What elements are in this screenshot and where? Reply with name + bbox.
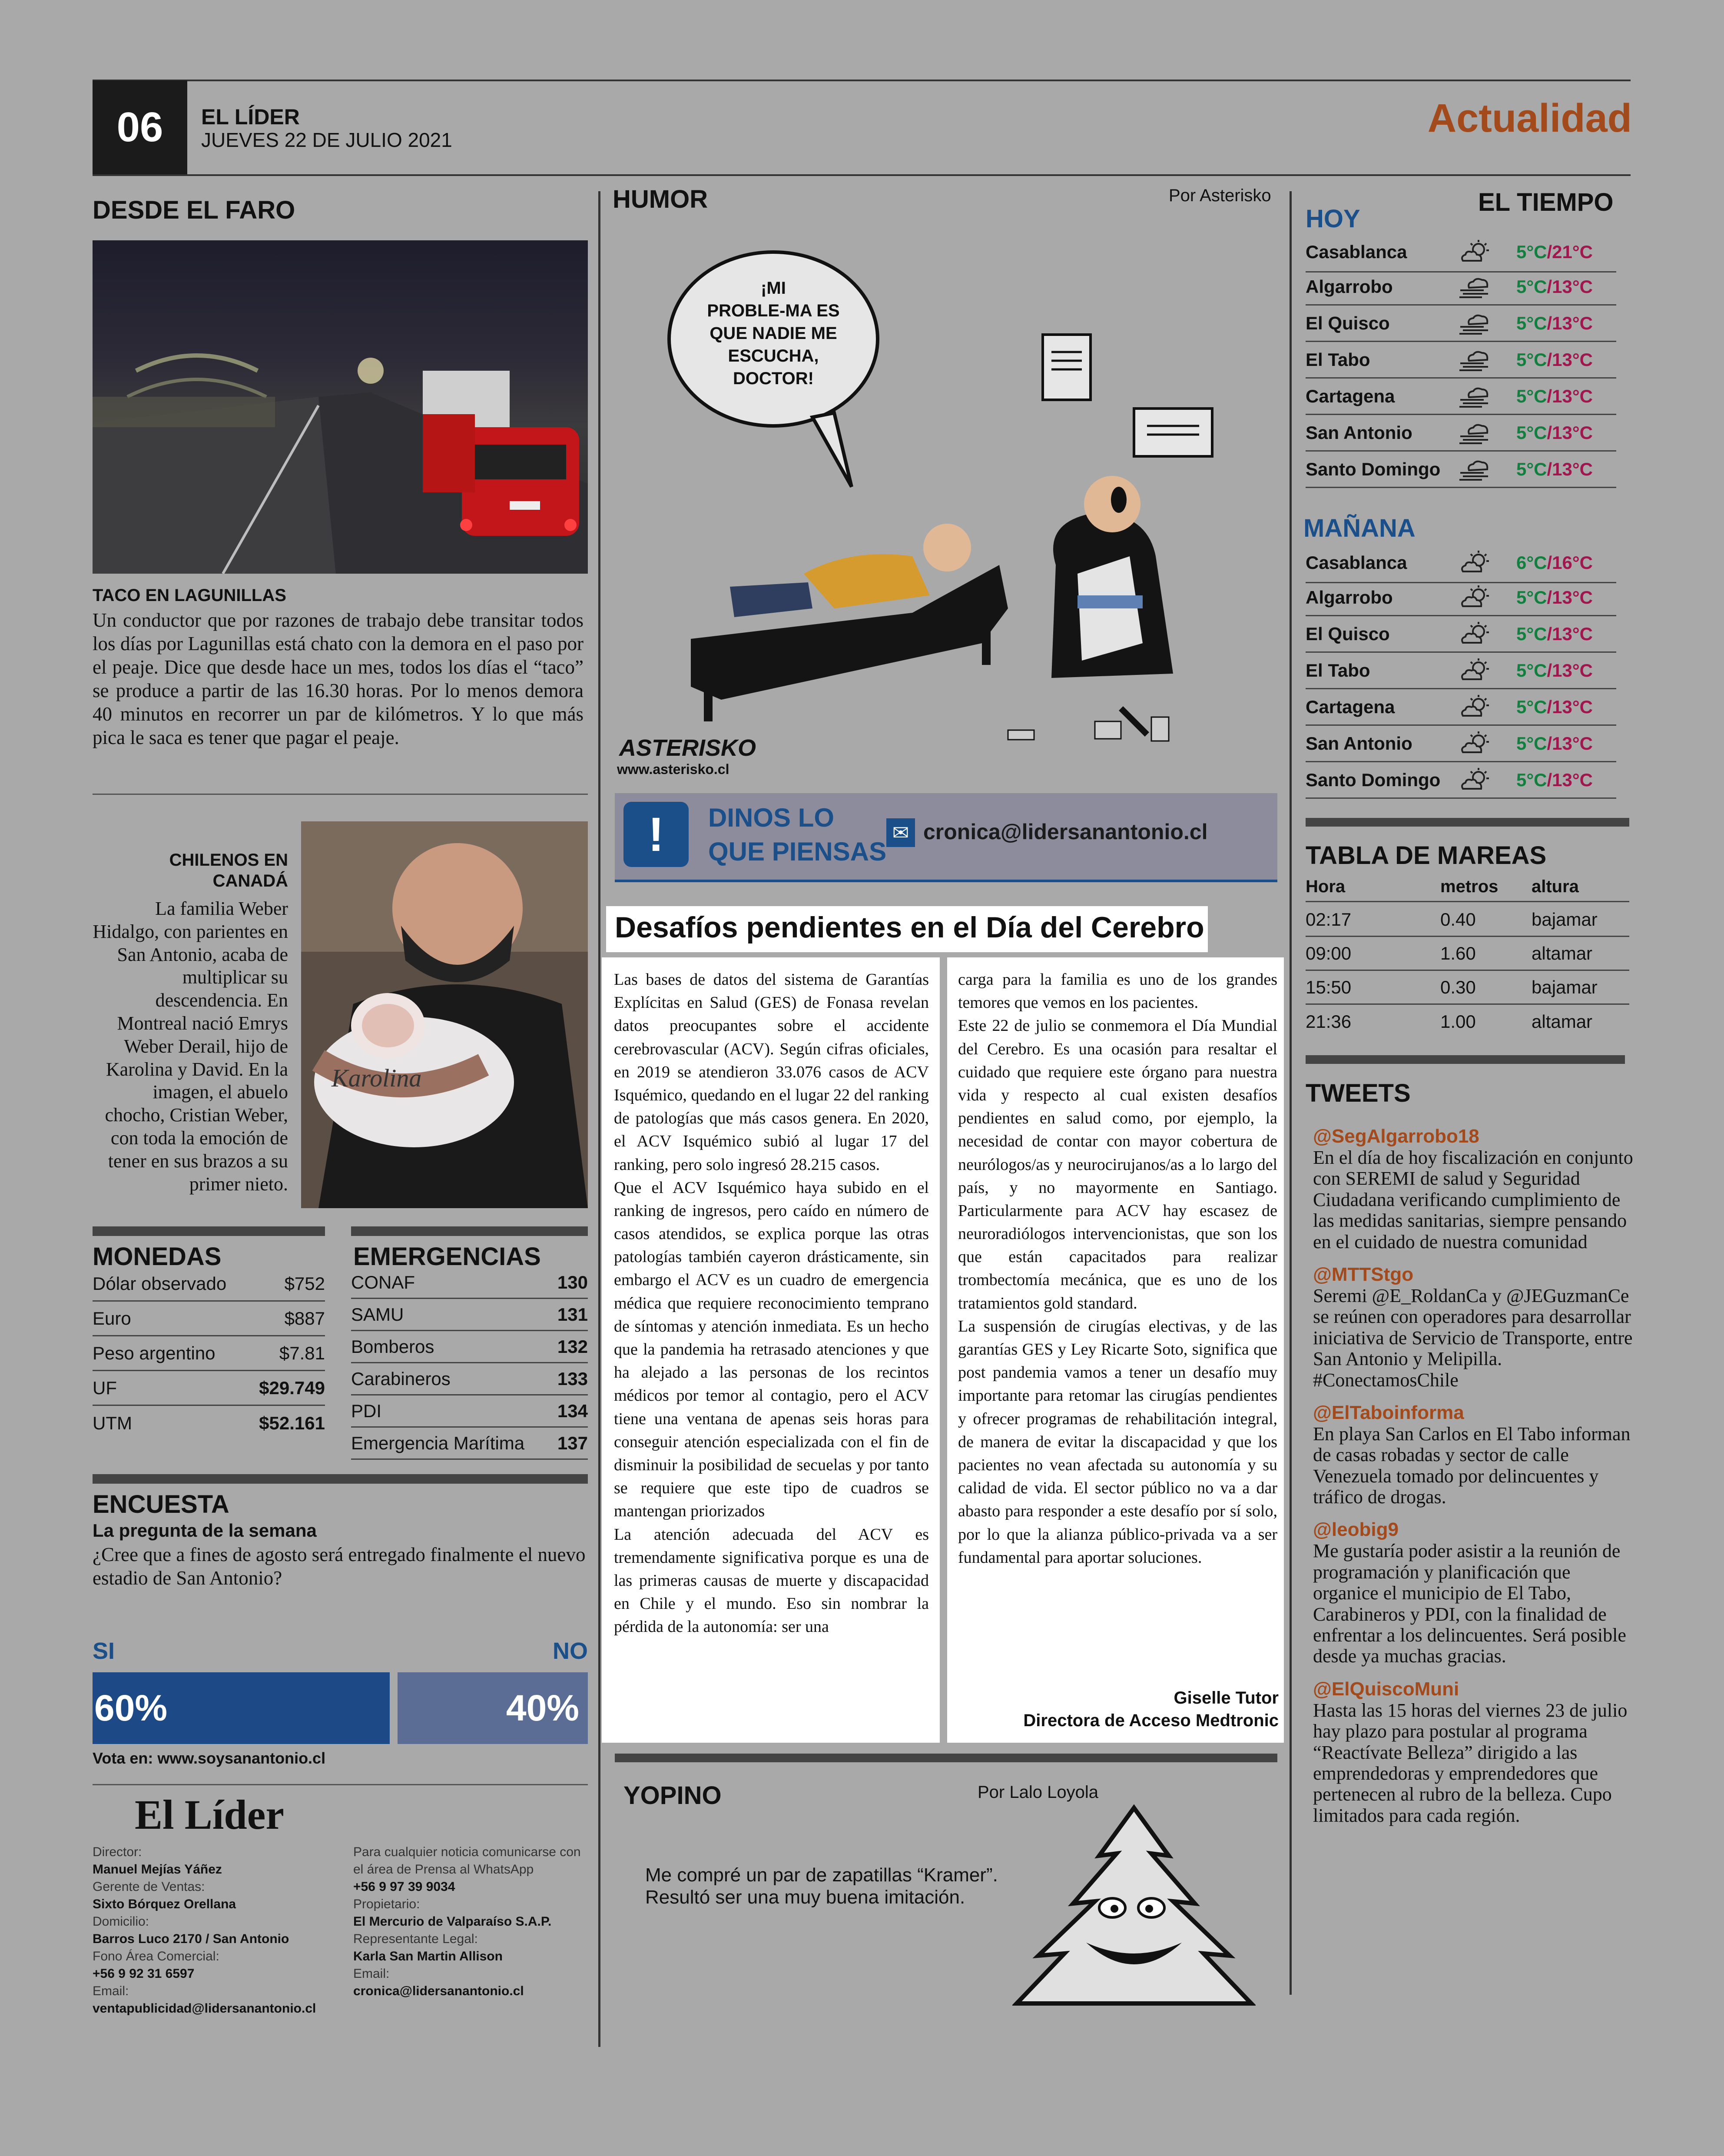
- humor-title: HUMOR: [613, 185, 708, 213]
- weather-max-temp: /13°C: [1547, 660, 1593, 681]
- humor-cartoon: [608, 226, 1286, 791]
- masthead-right: [353, 1844, 588, 2000]
- weather-max-temp: /13°C: [1547, 769, 1593, 790]
- tweet-item: [1313, 1264, 1634, 1391]
- partly-cloudy-icon: [1449, 239, 1501, 265]
- weather-max-temp: /13°C: [1547, 587, 1593, 608]
- alert-icon: !: [623, 802, 689, 867]
- emergencias-row: PDI 134: [351, 1395, 588, 1428]
- weather-min-temp: 5°C: [1516, 696, 1547, 717]
- chilenos-title: [93, 850, 288, 891]
- opinion-col1: [614, 968, 929, 1638]
- poll-bar-si: [93, 1672, 390, 1744]
- opinion-paragraph: Este 22 de julio se conmemora el Día Mundial del Cerebro. Es una ocasión para resaltar el cuidado que requiere este órgano para nuestra vida y respecto al cual existen desafíos pendientes en salud como, por ejemplo, la necesidad de contar con mayor cobertura de neurólogos/as y neurocirujanos/as a lo largo del país, y no mayormente en Santiago. Particularmente para ACV hay escasez de neuroradiólogos intervencionistas, que son los que están capacitados para realizar trombectomía mecánica, que es uno de los tratamientos gold standard.: [958, 1017, 1277, 1312]
- encuesta-title: ENCUESTA: [93, 1490, 229, 1518]
- poll-bar: [93, 1672, 588, 1744]
- weather-min-temp: 6°C: [1516, 552, 1547, 573]
- humor-signature: ASTERISKO: [619, 735, 756, 761]
- poll-no-percent: 40%: [506, 1688, 579, 1728]
- tweet-handle[interactable]: @leobig9: [1313, 1519, 1399, 1541]
- svg-text:Karolina: Karolina: [332, 1064, 422, 1092]
- emergencias-title: EMERGENCIAS: [353, 1242, 541, 1271]
- tweet-item: [1313, 1402, 1634, 1508]
- yopino-top-rule: [615, 1754, 1277, 1762]
- publication-date: JUEVES 22 DE JULIO 2021: [201, 129, 452, 151]
- masthead-label: Representante Legal:: [353, 1932, 478, 1946]
- weather-city: El Tabo: [1306, 349, 1370, 370]
- yopino-byline: Por Lalo Loyola: [978, 1783, 1098, 1802]
- tide-metros: 1.60: [1440, 943, 1476, 963]
- monedas-row: UF $29.749: [93, 1371, 325, 1406]
- encuesta-no-label: NO: [553, 1638, 588, 1664]
- tide-metros: 1.00: [1440, 1011, 1476, 1032]
- emergencias-row: Emergencia Marítima 137: [351, 1428, 588, 1460]
- weather-city: Casablanca: [1306, 241, 1407, 262]
- opinion-paragraph: carga para la familia es uno de los grandes temores que vemos en los pacientes.: [958, 970, 1277, 1012]
- chilenos-title-line2: CANADÁ: [212, 871, 288, 890]
- fog-icon: [1449, 383, 1501, 409]
- weather-row: [1306, 762, 1616, 799]
- opinion-author-role: Directora de Acceso Medtronic: [1023, 1711, 1279, 1730]
- emergencias-row: CONAF 130: [351, 1267, 588, 1299]
- partly-cloudy-icon: [1449, 694, 1501, 720]
- tide-hora: 09:00: [1306, 943, 1352, 963]
- taco-caption-title: TACO EN LAGUNILLAS: [93, 586, 286, 605]
- weather-city: San Antonio: [1306, 733, 1412, 754]
- monedas-table: [93, 1267, 325, 1441]
- masthead-label: Domicilio:: [93, 1914, 149, 1929]
- monedas-row: Peso argentino $7.81: [93, 1336, 325, 1371]
- weather-min-temp: 5°C: [1516, 385, 1547, 406]
- weather-city: Algarrobo: [1306, 276, 1393, 297]
- tide-row: [1306, 903, 1629, 937]
- faro-rule: [93, 794, 588, 795]
- yopino-joke: Me compré un par de zapatillas “Kramer”. Resultó ser una muy buena imitación.: [645, 1864, 998, 1908]
- encuesta-si-label: SI: [93, 1638, 115, 1664]
- yopino-title: YOPINO: [623, 1781, 722, 1810]
- tide-hora: 15:50: [1306, 977, 1352, 997]
- tweet-handle[interactable]: @ElTaboinforma: [1313, 1402, 1464, 1423]
- section-title: Actualidad: [1427, 96, 1632, 140]
- tweet-handle[interactable]: @SegAlgarrobo18: [1313, 1126, 1479, 1147]
- partly-cloudy-icon: [1449, 658, 1501, 684]
- weather-max-temp: /13°C: [1547, 276, 1593, 297]
- weather-min-temp: 5°C: [1516, 769, 1547, 790]
- fog-icon: [1449, 310, 1501, 336]
- page-number: 06: [93, 80, 187, 174]
- weather-max-temp: /13°C: [1547, 696, 1593, 717]
- weather-min-temp: 5°C: [1516, 349, 1547, 370]
- masthead-value: El Mercurio de Valparaíso S.A.P.: [353, 1914, 552, 1929]
- partly-cloudy-icon: [1449, 621, 1501, 647]
- dinos-line2: QUE PIENSAS: [708, 837, 887, 866]
- tree-cartoon: [1012, 1804, 1256, 2012]
- opinion-paragraph: La atención adecuada del ACV es tremendamente significativa porque es una de las primeras causas de muerte y discapacidad en Chile y el mundo. Eso sin nombrar la pérdida de la autonomía: ser una: [614, 1525, 929, 1636]
- masthead-value: Karla San Martin Allison: [353, 1949, 503, 1963]
- weather-min-temp: 5°C: [1516, 587, 1547, 608]
- header-top-rule: [93, 80, 1631, 81]
- weather-max-temp: /13°C: [1547, 458, 1593, 479]
- weather-min-temp: 5°C: [1516, 733, 1547, 754]
- weather-city: El Quisco: [1306, 312, 1390, 333]
- weather-row: [1306, 452, 1616, 488]
- weather-city: Algarrobo: [1306, 587, 1393, 608]
- tweets-title: TWEETS: [1306, 1079, 1411, 1107]
- weather-min-temp: 5°C: [1516, 660, 1547, 681]
- weather-min-temp: 5°C: [1516, 458, 1547, 479]
- tide-altura: bajamar: [1532, 909, 1598, 930]
- fog-icon: [1449, 456, 1501, 482]
- weather-max-temp: /13°C: [1547, 385, 1593, 406]
- weather-row: [1306, 689, 1616, 726]
- humor-byline: Por Asterisko: [1169, 186, 1271, 205]
- masthead-rule: [93, 1784, 588, 1785]
- hoy-label: HOY: [1306, 205, 1360, 233]
- weather-row: [1306, 653, 1616, 689]
- tweet-text: Seremi @E_RoldanCa y @JEGuzmanCe se reúnen con operadores para desarrollar iniciativa de Servicio de Transporte, entre San Antonio y Melipilla. #ConectamosChile: [1313, 1285, 1633, 1391]
- mareas-top-rule: [1306, 818, 1629, 827]
- tide-altura: altamar: [1532, 943, 1593, 963]
- tweet-text: Hasta las 15 horas del viernes 23 de julio hay plazo para postular al programa “Reactívate Belleza” dirigido a las emprendedoras y emprendedores que pertenecen al rubro de la belleza. Cupo limitados para cada región.: [1313, 1699, 1628, 1826]
- manana-label: MAÑANA: [1303, 514, 1416, 542]
- chilenos-text: La familia Weber Hidalgo, con parientes en San Antonio, acaba de multiplicar su descendencia. En Montreal nació Emrys Weber Derail, hijo de Karolina y David. En la imagen, el abuelo chocho, Cristian Weber, con toda la emoción de tener en sus brazos a su primer nieto.: [93, 898, 288, 1195]
- opinion-paragraph: La suspensión de cirugías electivas, y de las garantías GES y Ley Ricarte Soto, significa que post pandemia vamos a tener un desafío muy importante para retomar las cirugías pendientes y ofrecer programas de rehabilitación integral, de manera de evitar la discapacidad y que los pacientes no vean afectada su autonomía y su calidad de vida. El sector público no va a dar abasto para responder a este desafío por sí solo, por lo que la alianza público-privada va a ser fundamental para aportar soluciones.: [958, 1317, 1277, 1567]
- taco-caption-text: Un conductor que por razones de trabajo debe transitar todos los días por Lagunillas está chato con la demora en el paso por el peaje. Dice que desde hace un mes, todos los días el “taco” se produce a partir de las 16.30 horas. Por lo menos demora 40 minutos en recorrer un par de kilómetros. Y lo que más pica le saca es tener que pagar el peaje.: [93, 609, 584, 748]
- masthead-label: Propietario:: [353, 1897, 420, 1911]
- tweet-item: [1313, 1678, 1634, 1826]
- mareas-header: Hora metros altura: [1306, 873, 1629, 902]
- tweet-item: [1313, 1126, 1634, 1252]
- masthead-contact-intro: Para cualquier noticia comunicarse con el área de Prensa al WhatsApp: [353, 1845, 581, 1877]
- partly-cloudy-icon: [1449, 585, 1501, 611]
- masthead-label: Email:: [353, 1967, 390, 1981]
- masthead-label: Fono Área Comercial:: [93, 1949, 219, 1963]
- tide-altura: altamar: [1532, 1011, 1593, 1032]
- tweets-list: [1313, 1126, 1634, 1837]
- tide-row: [1306, 971, 1629, 1005]
- vote-link[interactable]: Vota en: www.soysanantonio.cl: [93, 1749, 326, 1767]
- monedas-row: Dólar observado $752: [93, 1267, 325, 1302]
- masthead-left: [93, 1844, 336, 2017]
- encuesta-question: ¿Cree que a fines de agosto será entregado finalmente el nuevo estadio de San Antonio?: [93, 1544, 586, 1589]
- tweet-item: [1313, 1519, 1634, 1667]
- weather-row: [1306, 233, 1616, 272]
- mail-icon: ✉: [886, 818, 915, 847]
- dinos-banner: [615, 793, 1277, 882]
- column-divider-left: [598, 191, 600, 2047]
- weather-max-temp: /13°C: [1547, 623, 1593, 644]
- encuesta-top-rule: [93, 1474, 588, 1484]
- weather-city: Cartagena: [1306, 696, 1395, 717]
- weather-max-temp: /16°C: [1547, 552, 1593, 573]
- weather-max-temp: /13°C: [1547, 422, 1593, 443]
- weather-city: Casablanca: [1306, 552, 1407, 573]
- weather-city: Cartagena: [1306, 385, 1395, 406]
- weather-city: San Antonio: [1306, 422, 1412, 443]
- column-divider-right: [1290, 191, 1292, 1995]
- faro-title: DESDE EL FARO: [93, 196, 295, 224]
- weather-row: [1306, 415, 1616, 452]
- opinion-paragraph: Las bases de datos del sistema de Garantías Explícitas en Salud (GES) de Fonasa revelan datos preocupantes sobre el accidente cerebrovascular (ACV). Según cifras oficiales, en 2019 se atendieron 33.076 casos de ACV Isquémico, quedando en el lugar 22 del ranking de patologías que más casos genera. En 2020, el ACV Isquémico subió al lugar 17 del ranking, pero solo ingresó 28.215 casos.: [614, 970, 929, 1174]
- chilenos-title-line1: CHILENOS EN: [169, 850, 288, 870]
- tweet-text: Me gustaría poder asistir a la reunión de programación y planificación que organice el municipio de El Tabo, Carabineros y PDI, con la finalidad de enfrentar a los delincuentes. Será posible desde ya muchas gracias.: [1313, 1540, 1626, 1667]
- weather-city: Santo Domingo: [1306, 769, 1441, 790]
- weather-min-temp: 5°C: [1516, 623, 1547, 644]
- opinion-paragraph: Que el ACV Isquémico haya subido en el ranking de ingresos, pero caído en número de casos atendidos, se explica porque las otras patologías también cayeron drásticamente, sin embargo el ACV es un cuadro de emergencia médica que requiere reconocimiento temprano de síntomas y atención inmediata. Es un hecho que la pandemia ha retrasado atenciones y que ha alejado a las personas de los recintos médicos por temor al contagio, pero el ACV tiene una ventana de apenas seis horas para conseguir atención especializada con el fin de disminuir la posibilidad de secuelas y por tanto se requiere que este tipo de cuadros se mantengan priorizados: [614, 1178, 929, 1521]
- tide-hora: 21:36: [1306, 1011, 1352, 1032]
- masthead-label: Gerente de Ventas:: [93, 1880, 205, 1894]
- tweet-handle[interactable]: @ElQuiscoMuni: [1313, 1678, 1459, 1700]
- weather-max-temp: /13°C: [1547, 349, 1593, 370]
- header-bottom-rule: [93, 174, 1631, 176]
- tweets-top-rule: [1306, 1055, 1625, 1064]
- emergencias-row: Bomberos 132: [351, 1331, 588, 1363]
- partly-cloudy-icon: [1449, 731, 1501, 757]
- tide-altura: bajamar: [1532, 977, 1598, 997]
- emergencias-row: SAMU 131: [351, 1299, 588, 1331]
- weather-min-temp: 5°C: [1516, 276, 1547, 297]
- tweet-text: En el día de hoy fiscalización en conjunto con SEREMI de salud y Seguridad Ciudadana verificando cumplimiento de las medidas sanitarias, siempre pensando en el cuidado de nuestra comunidad: [1313, 1147, 1633, 1252]
- masthead-label: Email:: [93, 1984, 129, 1998]
- masthead-value[interactable]: ventapublicidad@lidersanantonio.cl: [93, 2001, 316, 2016]
- taco-photo: [93, 240, 588, 574]
- weather-city: El Quisco: [1306, 623, 1390, 644]
- emergencias-row: Carabineros 133: [351, 1363, 588, 1395]
- publication-name: EL LÍDER: [201, 105, 300, 129]
- weather-min-temp: 5°C: [1516, 422, 1547, 443]
- weather-city: Santo Domingo: [1306, 458, 1441, 479]
- masthead-value: +56 9 92 31 6597: [93, 1967, 195, 1981]
- tide-row: [1306, 1005, 1629, 1039]
- tide-hora: 02:17: [1306, 909, 1352, 930]
- weather-min-temp: 5°C: [1516, 241, 1547, 262]
- encuesta-subtitle: La pregunta de la semana: [93, 1520, 317, 1541]
- mareas-title: TABLA DE MAREAS: [1306, 841, 1547, 870]
- tide-row: [1306, 937, 1629, 971]
- masthead-value: Sixto Bórquez Orellana: [93, 1897, 236, 1911]
- weather-row: [1306, 580, 1616, 616]
- partly-cloudy-icon: [1449, 767, 1501, 793]
- weather-row: [1306, 379, 1616, 415]
- fog-icon: [1449, 420, 1501, 446]
- emergencias-table: [351, 1267, 588, 1460]
- opinion-col2: [958, 968, 1277, 1569]
- humor-speech-bubble: ¡MI PROBLE-MA ES QUE NADIE ME ESCUCHA, DOCTOR!: [707, 279, 840, 388]
- masthead-whatsapp: +56 9 97 39 9034: [353, 1880, 455, 1894]
- monedas-row: UTM $52.161: [93, 1413, 325, 1433]
- grandfather-photo: [301, 821, 588, 1208]
- weather-max-temp: /13°C: [1547, 733, 1593, 754]
- tweet-handle[interactable]: @MTTStgo: [1313, 1263, 1414, 1285]
- humor-signature-url: www.asterisko.cl: [617, 761, 729, 777]
- weather-row: [1306, 616, 1616, 653]
- dinos-line1: DINOS LO: [708, 803, 835, 832]
- weather-max-temp: /13°C: [1547, 312, 1593, 333]
- weather-row: [1306, 726, 1616, 762]
- tide-metros: 0.40: [1440, 909, 1476, 930]
- emergencias-top-rule: [351, 1226, 588, 1236]
- monedas-row: Euro $887: [93, 1302, 325, 1336]
- poll-bar-no: [398, 1672, 588, 1744]
- weather-min-temp: 5°C: [1516, 312, 1547, 333]
- monedas-title: MONEDAS: [93, 1242, 222, 1271]
- masthead-value[interactable]: cronica@lidersanantonio.cl: [353, 1984, 524, 1998]
- tide-metros: 0.30: [1440, 977, 1476, 997]
- poll-si-percent: 60%: [94, 1688, 168, 1728]
- fog-icon: [1449, 347, 1501, 373]
- dinos-email[interactable]: cronica@lidersanantonio.cl: [923, 820, 1208, 844]
- weather-row: [1306, 306, 1616, 342]
- opinion-title: Desafíos pendientes en el Día del Cerebro: [615, 911, 1204, 944]
- weather-row: [1306, 269, 1616, 306]
- weather-row: [1306, 342, 1616, 379]
- monedas-top-rule: [93, 1226, 325, 1236]
- tweet-text: En playa San Carlos en El Tabo informan de casas robadas y sector de calle Venezuela tomado por delincuentes y tráfico de drogas.: [1313, 1423, 1631, 1508]
- partly-cloudy-icon: [1449, 550, 1501, 576]
- masthead-value: Manuel Mejías Yáñez: [93, 1862, 222, 1877]
- weather-max-temp: /21°C: [1547, 241, 1593, 262]
- weather-title: EL TIEMPO: [1478, 188, 1614, 216]
- fog-icon: [1449, 274, 1501, 300]
- masthead-logo: El Líder: [135, 1791, 285, 1838]
- masthead-value: Barros Luco 2170 / San Antonio: [93, 1932, 289, 1946]
- weather-city: El Tabo: [1306, 660, 1370, 681]
- masthead-label: Director:: [93, 1845, 142, 1859]
- opinion-author: Giselle Tutor: [1174, 1688, 1279, 1708]
- weather-row: [1306, 543, 1616, 583]
